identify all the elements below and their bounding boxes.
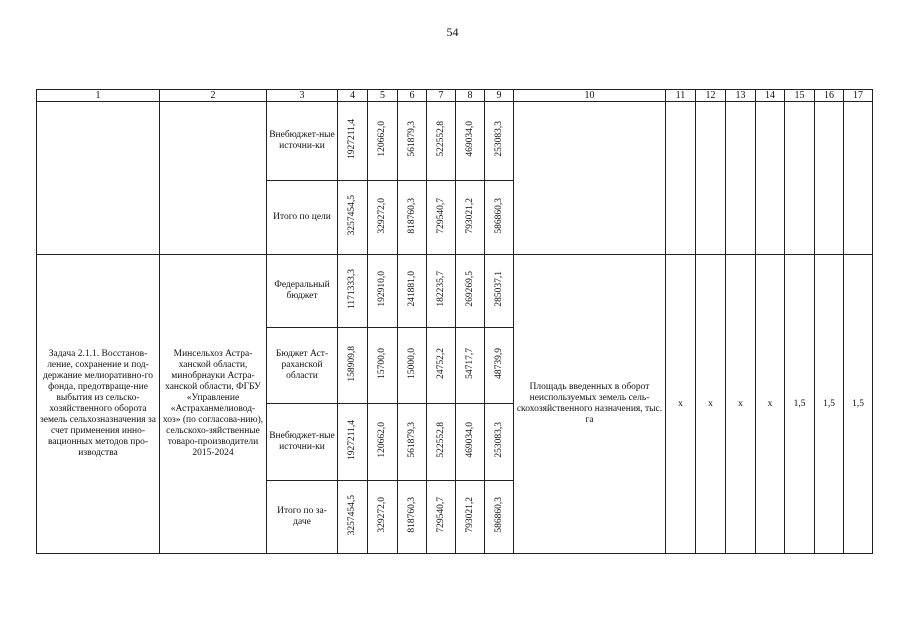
empty-cell <box>844 102 873 255</box>
table-row <box>37 255 873 328</box>
value-cell: 3257454,5 <box>338 181 368 255</box>
value-cell: 818760,3 <box>398 481 427 554</box>
column-number: 8 <box>456 90 485 102</box>
empty-cell <box>815 102 844 255</box>
value-cell: 729540,7 <box>427 481 456 554</box>
funding-source: Бюджет Аст-раханской области <box>267 328 338 404</box>
empty-cell <box>696 102 726 255</box>
value-cell: 1171333,3 <box>338 255 368 328</box>
funding-source: Внебюджет-ные источни-ки <box>267 404 338 481</box>
column-number: 13 <box>726 90 756 102</box>
target-cell: х <box>756 255 785 554</box>
value-cell: 182235,7 <box>427 255 456 328</box>
column-number: 4 <box>338 90 368 102</box>
page-number: 54 <box>446 25 459 39</box>
table-row <box>37 102 873 181</box>
empty-cell <box>37 102 160 255</box>
value-cell: 253083,3 <box>485 102 514 181</box>
task-description: Задача 2.1.1. Восстанов-ление, сохранение и под-держание мелиоративно-го фонда, предотвраще-ние выбытия из сельско-хозяйственного оборота земель сельхозназначения за счет применения инно-вационных методов про-изводства <box>37 255 160 554</box>
value-cell: 793021,2 <box>456 181 485 255</box>
column-number: 12 <box>696 90 726 102</box>
column-number: 10 <box>514 90 666 102</box>
indicator-cell: Площадь введенных в оборот неиспользуемых земель сель-скохозяйственного назначения, тыс. га <box>514 255 666 554</box>
target-cell: 1,5 <box>815 255 844 554</box>
value-cell: 1927211,4 <box>338 404 368 481</box>
column-number: 15 <box>785 90 815 102</box>
column-number: 6 <box>398 90 427 102</box>
value-cell: 24752,2 <box>427 328 456 404</box>
column-number: 17 <box>844 90 873 102</box>
value-cell: 120662,0 <box>368 102 398 181</box>
target-cell: х <box>696 255 726 554</box>
value-cell: 793021,2 <box>456 481 485 554</box>
value-cell: 469034,0 <box>456 102 485 181</box>
column-number: 7 <box>427 90 456 102</box>
target-cell: х <box>666 255 696 554</box>
value-cell: 253083,3 <box>485 404 514 481</box>
empty-cell <box>785 102 815 255</box>
column-number: 1 <box>37 90 160 102</box>
value-cell: 522552,8 <box>427 404 456 481</box>
value-cell: 522552,8 <box>427 102 456 181</box>
value-cell: 241881,0 <box>398 255 427 328</box>
value-cell: 586860,3 <box>485 181 514 255</box>
column-number: 3 <box>267 90 338 102</box>
value-cell: 561879,3 <box>398 404 427 481</box>
value-cell: 54717,7 <box>456 328 485 404</box>
column-number: 2 <box>160 90 267 102</box>
funding-source: Федеральный бюджет <box>267 255 338 328</box>
target-cell: 1,5 <box>844 255 873 554</box>
value-cell: 15700,0 <box>368 328 398 404</box>
column-number: 11 <box>666 90 696 102</box>
value-cell: 285037,1 <box>485 255 514 328</box>
value-cell: 48739,9 <box>485 328 514 404</box>
value-cell: 15000,0 <box>398 328 427 404</box>
empty-cell <box>514 102 666 255</box>
funding-source: Итого по за-даче <box>267 481 338 554</box>
value-cell: 329272,0 <box>368 481 398 554</box>
value-cell: 818760,3 <box>398 181 427 255</box>
empty-cell <box>756 102 785 255</box>
column-number-row <box>37 90 873 102</box>
funding-source: Внебюджет-ные источни-ки <box>267 102 338 181</box>
column-number: 9 <box>485 90 514 102</box>
column-number: 14 <box>756 90 785 102</box>
value-cell: 586860,3 <box>485 481 514 554</box>
value-cell: 269269,5 <box>456 255 485 328</box>
target-cell: х <box>726 255 756 554</box>
program-table <box>36 89 873 554</box>
empty-cell <box>666 102 696 255</box>
column-number: 16 <box>815 90 844 102</box>
empty-cell <box>160 102 267 255</box>
value-cell: 158909,8 <box>338 328 368 404</box>
funding-source: Итого по цели <box>267 181 338 255</box>
value-cell: 192910,0 <box>368 255 398 328</box>
value-cell: 1927211,4 <box>338 102 368 181</box>
empty-cell <box>726 102 756 255</box>
executor-cell: Минсельхоз Астра-ханской области, минобрнауки Астра-ханской области, ФГБУ «Управление «Астраханмелиовод-хоз» (по согласова-нию), сельскохо-зяйственные товаро-производители 2015-2024 <box>160 255 267 554</box>
value-cell: 329272,0 <box>368 181 398 255</box>
value-cell: 729540,7 <box>427 181 456 255</box>
column-number: 5 <box>368 90 398 102</box>
value-cell: 561879,3 <box>398 102 427 181</box>
target-cell: 1,5 <box>785 255 815 554</box>
value-cell: 469034,0 <box>456 404 485 481</box>
value-cell: 3257454,5 <box>338 481 368 554</box>
value-cell: 120662,0 <box>368 404 398 481</box>
